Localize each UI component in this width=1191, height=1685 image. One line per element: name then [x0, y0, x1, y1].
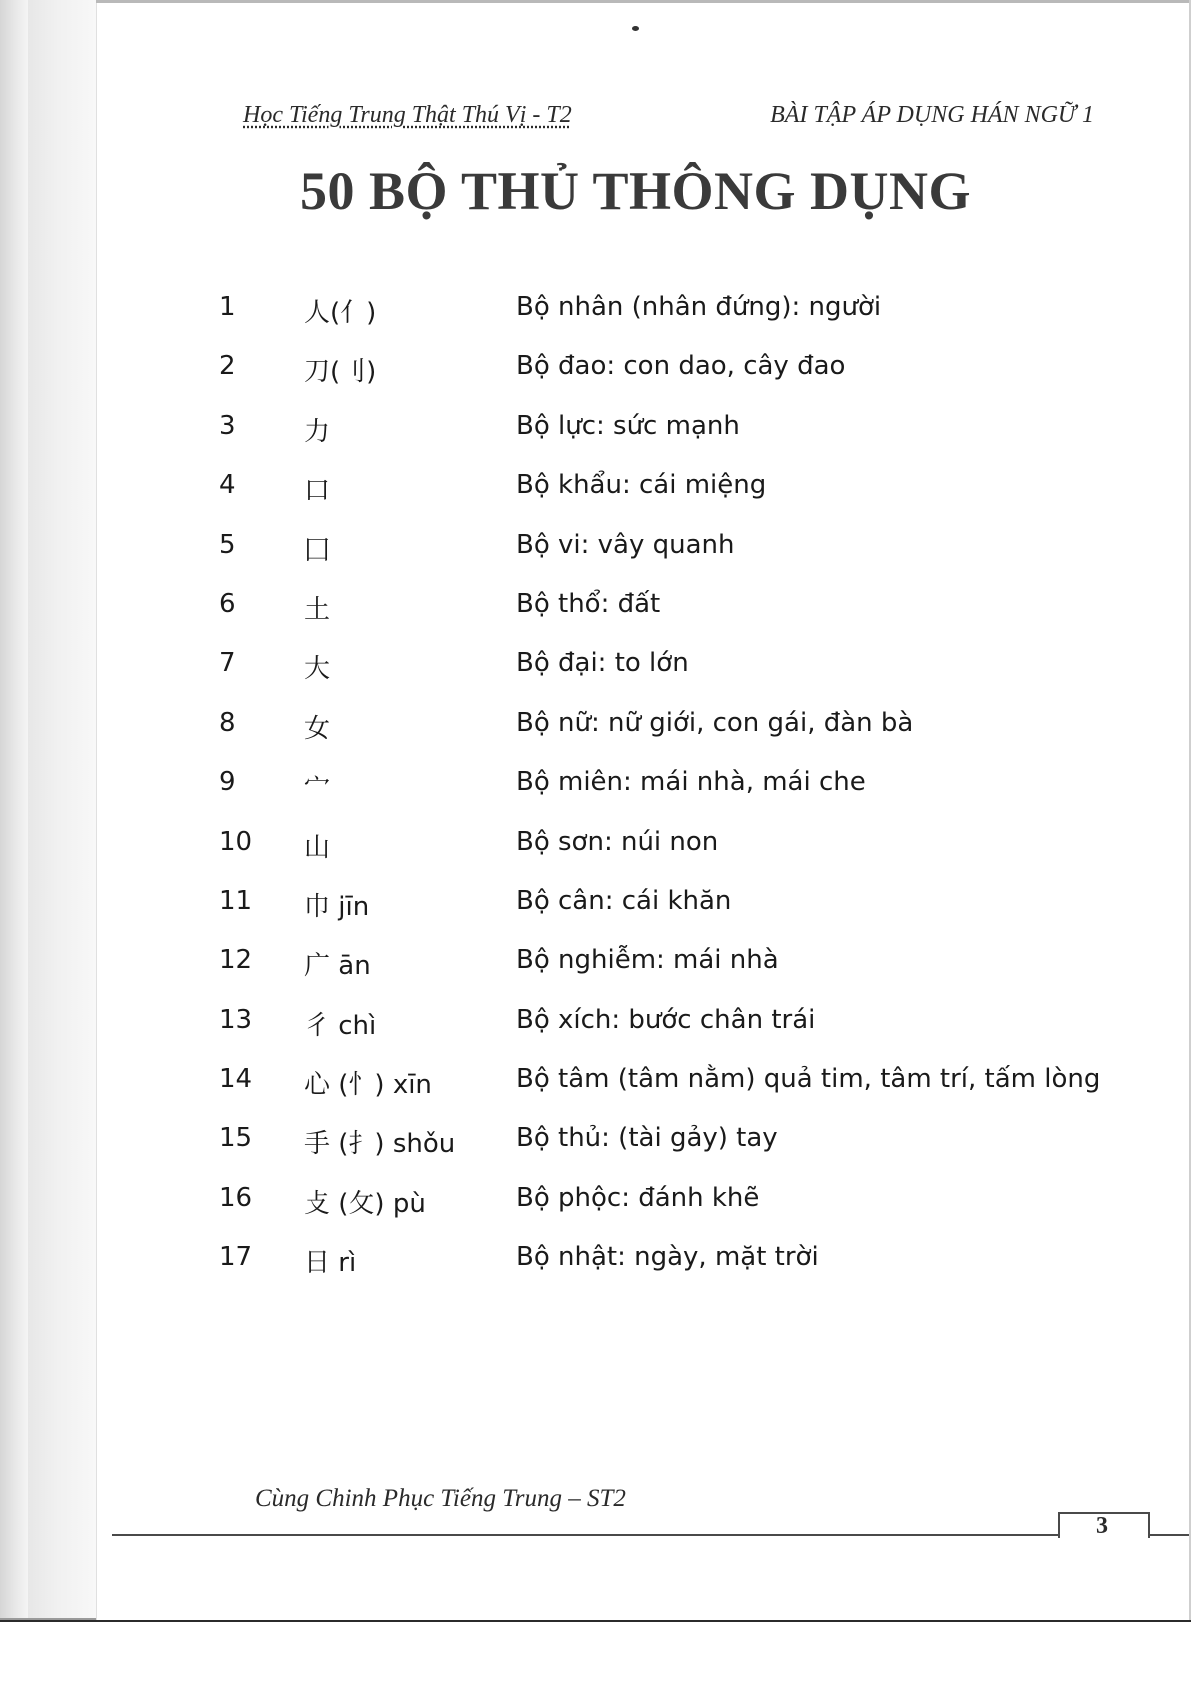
list-item [0, 351, 1191, 410]
entry-radical: 口 [304, 476, 331, 507]
entry-meaning: Bộ thủ: (tài gảy) tay [516, 1123, 778, 1154]
page-number: 3 [1096, 1513, 1108, 1539]
footer-rule-right [1148, 1534, 1189, 1536]
entry-number: 15 [219, 1123, 253, 1154]
entry-meaning: Bộ vi: vây quanh [516, 529, 735, 560]
list-item [0, 1183, 1191, 1242]
entry-number: 10 [219, 826, 253, 857]
entry-meaning: Bộ miên: mái nhà, mái che [516, 767, 866, 798]
list-item [0, 530, 1191, 589]
entry-number: 7 [219, 648, 236, 679]
entry-number: 6 [219, 588, 236, 619]
list-item [0, 708, 1191, 767]
entry-number: 1 [219, 292, 236, 322]
entry-meaning: Bộ nhật: ngày, mặt trời [516, 1242, 819, 1273]
entry-radical: 彳 chì [304, 1010, 377, 1041]
entry-radical: 囗 [304, 535, 331, 566]
entry-number: 11 [219, 885, 253, 916]
entry-number: 8 [219, 707, 236, 738]
radical-list [0, 292, 1191, 1302]
entry-meaning: Bộ nữ: nữ giới, con gái, đàn bà [516, 707, 914, 738]
page-title: 50 BỘ THỦ THÔNG DỤNG [299, 161, 972, 221]
entry-radical: 日 rì [304, 1248, 357, 1279]
entry-number: 9 [219, 767, 236, 798]
entry-meaning: Bộ thổ: đất [516, 588, 661, 619]
list-item [0, 292, 1191, 351]
entry-meaning: Bộ nhân (nhân đứng): người [516, 292, 882, 322]
list-item [0, 886, 1191, 945]
entry-meaning: Bộ nghiễm: mái nhà [516, 945, 779, 976]
entry-radical: 土 [304, 594, 331, 625]
entry-meaning: Bộ phộc: đánh khẽ [516, 1182, 760, 1213]
entry-radical: 广 ān [304, 951, 371, 982]
entry-radical: 刀(刂) [304, 357, 377, 388]
list-item [0, 827, 1191, 886]
entry-meaning: Bộ khẩu: cái miệng [516, 470, 767, 501]
entry-radical: 攴 (攵) pù [304, 1188, 426, 1219]
footer-text: Cùng Chinh Phục Tiếng Trung – ST2 [255, 1485, 626, 1512]
entry-radical: 宀 [304, 773, 331, 804]
list-item [0, 1005, 1191, 1064]
entry-number: 12 [219, 945, 253, 976]
entry-meaning: Bộ đao: con dao, cây đao [516, 351, 846, 382]
entry-number: 5 [219, 529, 236, 560]
list-item [0, 945, 1191, 1004]
entry-radical: 手 (扌) shǒu [304, 1129, 456, 1160]
entry-number: 4 [219, 470, 236, 501]
entry-meaning: Bộ cân: cái khăn [516, 885, 732, 916]
entry-radical: 大 [304, 654, 331, 685]
list-item [0, 411, 1191, 470]
entry-radical: 力 [304, 416, 331, 447]
entry-number: 13 [219, 1004, 253, 1035]
list-item [0, 648, 1191, 707]
list-item [0, 470, 1191, 529]
entry-number: 16 [219, 1182, 253, 1213]
bottom-scan-band [0, 1620, 1191, 1685]
entry-meaning: Bộ lực: sức mạnh [516, 410, 740, 441]
entry-number: 14 [219, 1064, 253, 1095]
entry-meaning: Bộ sơn: núi non [516, 826, 719, 857]
entry-meaning: Bộ tâm (tâm nằm) quả tim, tâm trí, tấm lòng [516, 1064, 1101, 1095]
footer-rule [112, 1534, 1058, 1536]
list-item [0, 767, 1191, 826]
list-item [0, 1242, 1191, 1301]
entry-radical: 心 (忄) xīn [304, 1070, 432, 1101]
ink-speck [632, 26, 639, 31]
entry-number: 2 [219, 351, 236, 382]
list-item [0, 589, 1191, 648]
running-header-right: BÀI TẬP ÁP DỤNG HÁN NGỮ 1 [770, 102, 1094, 128]
entry-radical: 女 [304, 713, 331, 744]
list-item [0, 1064, 1191, 1123]
entry-number: 17 [219, 1242, 253, 1273]
list-item [0, 1123, 1191, 1182]
entry-radical: 巾 jīn [304, 891, 370, 922]
running-header-left: Học Tiếng Trung Thật Thú Vị - T2 [243, 102, 572, 128]
entry-meaning: Bộ đại: to lớn [516, 648, 689, 679]
entry-meaning: Bộ xích: bước chân trái [516, 1004, 816, 1035]
entry-number: 3 [219, 410, 236, 441]
entry-radical: 人(亻) [304, 298, 377, 328]
entry-radical: 山 [304, 832, 331, 863]
top-scan-edge [96, 0, 1191, 3]
